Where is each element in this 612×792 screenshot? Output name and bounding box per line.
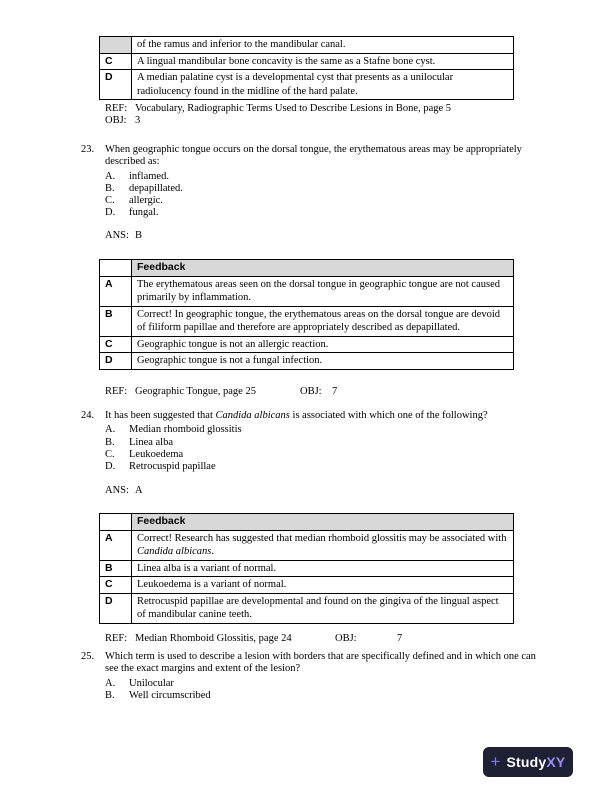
table-row [100,37,514,54]
feedback-text-cell: Leukoedema is a variant of normal. [132,577,514,594]
obj-value: 7 [397,633,403,644]
options-list [81,171,551,220]
option-a [105,171,551,183]
option-text: Leukoedema [129,448,184,460]
feedback-text-cell: The erythematous areas seen on the dorsal tongue in geographic tongue are not caused primarily by inflammation. [132,276,514,306]
option-letter: C. [105,195,115,207]
obj-label: OBJ: [300,386,322,397]
option-letter: A. [105,424,116,436]
obj-value: 3 [135,115,141,127]
question-text: When geographic tongue occurs on the dorsal tongue, the erythematous areas may be appropriately described as: [105,144,522,168]
question-text: Which term is used to describe a lesion with borders that are specifically defined and in which one can see the exact margins and extent of the lesion? [105,651,536,675]
table-row [100,336,514,353]
logo-text [506,753,566,770]
answer-letter-cell: D [100,353,132,370]
question-text-post: is associated with which one of the following? [289,410,488,421]
ref-text: Median Rhomboid Glossitis, page 24 [135,633,292,644]
feedback-text-cell: A median palatine cyst is a developmental cyst that presents as a unilocular radiolucency found in the midline of the hard palate. [132,70,514,100]
answer-letter-cell: A [100,276,132,306]
ans-value: A [135,485,143,497]
options-list [81,678,551,703]
carryover-feedback-table [99,36,514,100]
ans-label: ANS: [105,229,129,241]
ref-label: REF: [105,386,128,397]
ref-label: REF: [105,103,128,114]
answer-letter-cell: B [100,560,132,577]
option-text: inflamed. [129,170,169,182]
answer-line [105,230,551,242]
table-row [100,577,514,594]
header-letter-cell [100,514,132,531]
answer-letter-cell: C [100,53,132,70]
ref-text: Geographic Tongue, page 25 [135,386,256,397]
question-number: 24. [81,410,95,421]
option-d [105,461,551,473]
question-stem [81,651,551,676]
reference-block [105,103,451,128]
option-d [105,207,551,219]
option-b [105,437,551,449]
option-text: Median rhomboid glossitis [129,424,242,436]
feedback-header-cell: Feedback [132,260,514,277]
question-number: 23. [81,144,95,155]
plus-icon: + [490,751,501,771]
option-text: Linea alba [129,436,174,448]
feedback-text-cell: Retrocuspid papillae are developmental and found on the gingiva of the lingual aspect of mandibular canine teeth. [132,593,514,623]
question-25 [81,651,551,702]
reference-line-q23 [105,386,337,398]
ref-label: REF: [105,633,128,644]
option-letter: D. [105,207,116,219]
table-row [100,353,514,370]
answer-letter-cell: C [100,577,132,594]
feedback-text-cell: Geographic tongue is not an allergic reaction. [132,336,514,353]
answer-line [105,485,551,497]
option-letter: D. [105,461,116,473]
answer-letter-cell: B [100,306,132,336]
studyxy-logo-badge [483,747,573,777]
logo-study-text: Study [506,753,547,770]
option-text: Unilocular [129,677,174,689]
answer-letter-cell: D [100,593,132,623]
option-letter: C. [105,448,115,460]
option-b [105,183,551,195]
answer-letter-cell: D [100,70,132,100]
answer-letter-cell: A [100,530,132,560]
option-text: allergic. [129,195,163,207]
feedback-text-cell: A lingual mandibular bone concavity is the same as a Stafne bone cyst. [132,53,514,70]
table-row [100,70,514,100]
feedback-text-cell: Geographic tongue is not a fungal infection. [132,353,514,370]
feedback-header-cell: Feedback [132,514,514,531]
option-c [105,195,551,207]
options-list [81,424,551,473]
header-letter-cell [100,260,132,277]
obj-label: OBJ: [335,633,357,644]
question-text-pre: It has been suggested that [105,410,216,421]
question-stem [81,144,551,169]
question-24 [81,410,551,498]
option-b [105,690,551,702]
feedback-text-italic: Candida albicans [137,546,212,557]
table-row [100,593,514,623]
question-number: 25. [81,651,95,662]
ans-label: ANS: [105,485,129,497]
feedback-text-cell: of the ramus and inferior to the mandibular canal. [132,37,514,54]
feedback-text-cell: Correct! In geographic tongue, the erythematous areas on the dorsal tongue are devoid of filiform papillae and therefore are appropriately described as depapillated. [132,306,514,336]
answer-letter-cell: C [100,336,132,353]
option-text: Well circumscribed [129,689,211,701]
obj-value: 7 [332,386,338,397]
obj-label: OBJ: [105,115,127,127]
reference-line-q24 [105,633,402,645]
feedback-text-cell: Correct! Research has suggested that median rhomboid glossitis may be associated with Candida albicans. [132,530,514,560]
option-text: fungal. [129,207,159,219]
option-letter: B. [105,689,115,701]
option-a [105,678,551,690]
feedback-table-q23 [99,259,514,370]
table-row [100,306,514,336]
feedback-text-cell: Linea alba is a variant of normal. [132,560,514,577]
feedback-table-q24 [99,513,514,624]
option-a [105,424,551,436]
option-c [105,449,551,461]
table-row [100,530,514,560]
option-letter: B. [105,436,115,448]
question-23 [81,144,551,242]
option-letter: A. [105,170,116,182]
option-text: depapillated. [129,182,183,194]
option-text: Retrocuspid papillae [129,461,216,473]
question-stem [81,410,551,422]
question-text-italic: Candida albicans [215,410,290,421]
obj-line [105,115,451,127]
option-letter: B. [105,182,115,194]
ref-text: Vocabulary, Radiographic Terms Used to Describe Lesions in Bone, page 5 [135,103,452,114]
option-letter: A. [105,677,116,689]
logo-xy-text: XY [546,753,566,770]
table-row [100,53,514,70]
table-header-row [100,260,514,277]
table-header-row [100,514,514,531]
table-row [100,276,514,306]
ref-line [105,103,451,115]
ans-value: B [135,229,143,241]
table-row [100,560,514,577]
answer-letter-cell [100,37,132,54]
